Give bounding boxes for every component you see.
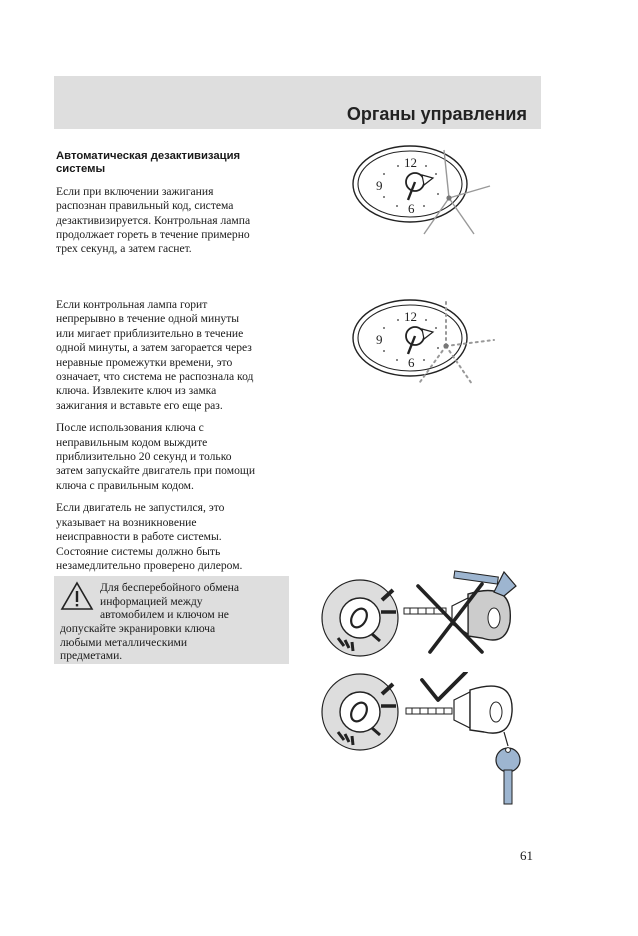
- clock-mark-12: 12: [404, 155, 417, 170]
- clock-lamp-steady-illustration: [352, 142, 502, 238]
- text-line: указывает на возникновение: [56, 515, 197, 529]
- clock-mark-9: 9: [376, 178, 383, 193]
- warning-box: [54, 576, 289, 664]
- clock-mark-6: 6: [408, 355, 415, 370]
- warning-text-continued: [60, 622, 284, 663]
- text-line: Если двигатель не запустился, это: [56, 501, 225, 515]
- text-line: неравные промежутки времени, это: [56, 355, 233, 369]
- text-line: затем запускайте двигатель при помощи: [56, 464, 256, 478]
- header-band: [54, 76, 541, 129]
- text-line: После использования ключа с: [56, 421, 204, 435]
- heading-line: Автоматическая дезактивизация: [56, 150, 241, 162]
- clock-mark-6: 6: [408, 201, 415, 216]
- clock-lamp-blinking-illustration: [352, 296, 502, 388]
- text-line: допускайте экранировки ключа: [60, 622, 216, 635]
- text-line: неправильным кодом выждите: [56, 435, 208, 449]
- page-number: 61: [520, 848, 533, 863]
- text-line: неисправности в работе системы.: [56, 530, 222, 544]
- text-line: означает, что система не распознала код: [56, 370, 254, 384]
- text-line: любыми металлическими: [60, 635, 188, 649]
- text-line: Состояние системы должно быть: [56, 544, 221, 558]
- text-line: дезактивизируется. Контрольная лампа: [56, 213, 251, 227]
- section-auto-deactivation: [56, 150, 288, 265]
- key-shielded-wrong-illustration: [318, 568, 524, 660]
- paragraph-lamp-blinking: [56, 298, 288, 413]
- text-line: предметами.: [60, 649, 123, 663]
- warning-triangle-icon: [60, 580, 94, 612]
- text-line: зажигания и вставьте его еще раз.: [56, 398, 223, 412]
- heading-line: системы: [56, 163, 106, 176]
- text-line: Если контрольная лампа горит: [56, 298, 208, 311]
- paragraph-engine-not-starting: [56, 501, 288, 573]
- section-fault-indication: [56, 298, 288, 581]
- text-line: распознан правильный код, система: [56, 199, 234, 213]
- warning-text: [100, 581, 284, 622]
- text-line: или мигает приблизительно в течение: [56, 326, 244, 340]
- text-line: одной минуты, а затем загорается через: [56, 341, 252, 355]
- text-line: приблизительно 20 секунд и только: [56, 450, 232, 464]
- text-line: информацией между: [100, 594, 203, 608]
- text-line: непрерывно в течение одной минуты: [56, 312, 240, 326]
- text-line: трех секунд, а затем гаснет.: [56, 242, 192, 256]
- key-correct-illustration: [318, 672, 524, 810]
- text-line: продолжает гореть в течение примерно: [56, 228, 250, 242]
- clock-mark-12: 12: [404, 309, 417, 324]
- text-line: Для бесперебойного обмена: [100, 581, 240, 594]
- text-line: автомобилем и ключом не: [100, 608, 229, 622]
- paragraph-auto-deactivation: [56, 185, 288, 257]
- paragraph-wait-20-seconds: [56, 421, 288, 493]
- text-line: Если при включении зажигания: [56, 184, 214, 198]
- text-line: ключа с правильным кодом.: [56, 478, 194, 492]
- section-heading: [56, 150, 288, 177]
- text-line: ключа. Извлеките ключ из замка: [56, 384, 217, 398]
- section-title: Органы управления: [346, 104, 527, 124]
- clock-mark-9: 9: [376, 332, 383, 347]
- text-line: незамедлительно проверено дилером.: [56, 558, 243, 572]
